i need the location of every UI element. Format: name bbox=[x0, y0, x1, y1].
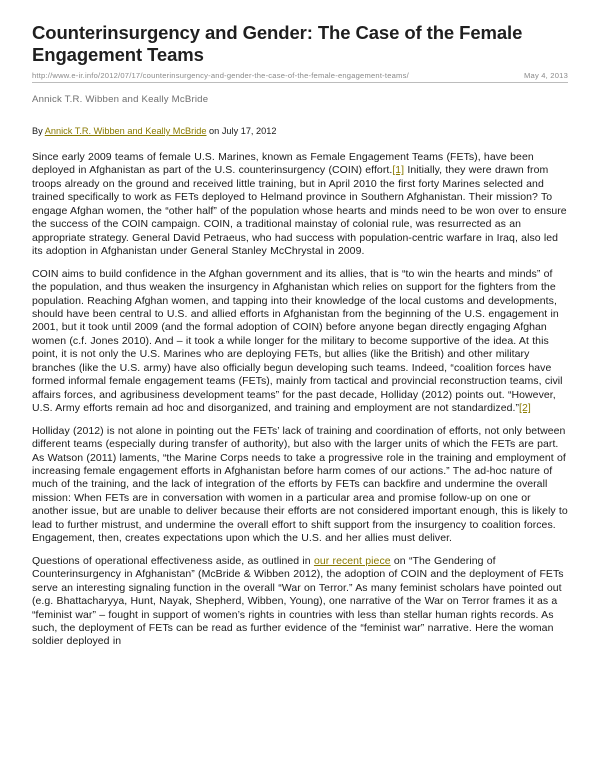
byline-date: on July 17, 2012 bbox=[206, 126, 277, 136]
paragraph-3: Holliday (2012) is not alone in pointing out the FETs’ lack of training and coordination of efforts, not only between different teams (especially during transfer of authority), but also with the larger units of which the FETs are part. As Watson (2011) laments, “the Marine Corps needs to take a progressive role in the training and employment of increasing female engagement efforts in Afghanistan before harm comes of our actions.” The ad-hoc nature of much of the training, and the lack of integration of the efforts by FETs can backfire and undermine the overall mission: When FETs are in conversation with women in a particular area and promise follow-up on one or another issue, but are unable to deliver because their efforts are not considered important enough, this is likely to lead to further mistrust, and undermine the overall effort to shift support from the insurgency to coalition forces. Engagement, then, creates expectations upon which the U.S. and her allies must deliver. bbox=[32, 424, 568, 545]
authors-header: Annick T.R. Wibben and Keally McBride bbox=[32, 94, 209, 105]
paragraph-4-text-a: Questions of operational effectiveness aside, as outlined in bbox=[32, 554, 314, 567]
byline-prefix: By bbox=[32, 126, 45, 136]
paragraph-1-text-a: Since early 2009 teams of female U.S. Marines, known as Female Engagement Teams (FETs), have been deployed in Afghanistan as part of the U.S. counterinsurgency (COIN) effort. bbox=[32, 151, 534, 177]
article-title: Counterinsurgency and Gender: The Case of the Female Engagement Teams bbox=[32, 22, 523, 65]
source-url[interactable]: http://www.e-ir.info/2012/07/17/counterinsurgency-and-gender-the-case-of-the-female-engagement-teams/ bbox=[32, 71, 409, 80]
paragraph-4-text-b: on “The Gendering of Counterinsurgency in Afghanistan” (McBride & Wibben 2012), the adoption of COIN and the deployment of FETs serve an interesting signaling function in the overall “War on Terror.” As many feminist scholars have pointed out (e.g. Bhattacharyya, Hunt, Nayak, Shepherd, Wibben, Young), one narrative of the War on Terror frames it as a “feminist war” – fought in support of women’s rights in countries with less than stellar human rights records. As such, the deployment of FETs can be read as further evidence of the “feminist war” narrative. Here the woman soldier deployed in bbox=[32, 554, 564, 648]
byline-authors-link[interactable]: Annick T.R. Wibben and Keally McBride bbox=[44, 126, 207, 136]
paragraph-4 bbox=[32, 555, 568, 649]
paragraph-2-text: COIN aims to build confidence in the Afghan government and its allies, that is “to win the hearts and minds” of the population, and thus weaken the insurgency in Afghanistan which relies on support for the fighters from the population. Reaching Afghan women, and tapping into their knowledge of the local customs and developments, should have been central to U.S. and allied efforts in Afghanistan from the beginning of the U.S. engagement in 2001, but it took until 2009 (and the formal adoption of COIN) before anyone began directly engaging Afghan women (c.f. Jones 2010). And – it took a while longer for the military to become supportive of the idea. At this point, it is not only the U.S. Marines who are deploying FETs, but allies (like the British) and other military branches (like the U.S. army) have also officially begun developing such teams. Indeed, “coalition forces have formed informal female engagement teams (FETs), mainly from tactical and provincial reconstruction teams, civil affairs forces, and agribusiness development teams” for the past decade, Holliday (2012) points out. “However, U.S. Army efforts remain ad hoc and disorganized, and training and employment are not standardized.” bbox=[32, 267, 563, 415]
recent-piece-link[interactable]: our recent piece bbox=[313, 554, 391, 567]
paragraph-2 bbox=[32, 268, 568, 416]
article-body bbox=[32, 151, 568, 649]
paragraph-1-text-b: Initially, they were drawn from troops already on the ground and received little training, but in April 2010 the first forty Marines selected and trained specifically to work as FETs deployed to Helmand province in Southern Afghanistan. Their mission? To engage Afghan women, the “other half” of the population whose hearts and minds need to be won over to ensure the success of the COIN campaign. COIN, a traditional mainstay of colonial rule, was resurrected as an appropriate strategy. General David Petraeus, who had success with population-centric warfare in Iraq, also led its adoption in Afghanistan under General Stanley McChrystal in 2009. bbox=[32, 164, 567, 258]
document-page bbox=[32, 0, 568, 658]
paragraph-1 bbox=[32, 151, 568, 259]
byline bbox=[32, 126, 568, 136]
footnote-2-link[interactable]: [2] bbox=[519, 402, 531, 415]
footnote-1-link[interactable]: [1] bbox=[392, 164, 405, 177]
source-row bbox=[32, 71, 568, 80]
header-divider bbox=[32, 82, 568, 83]
saved-date: May 4, 2013 bbox=[524, 71, 568, 80]
